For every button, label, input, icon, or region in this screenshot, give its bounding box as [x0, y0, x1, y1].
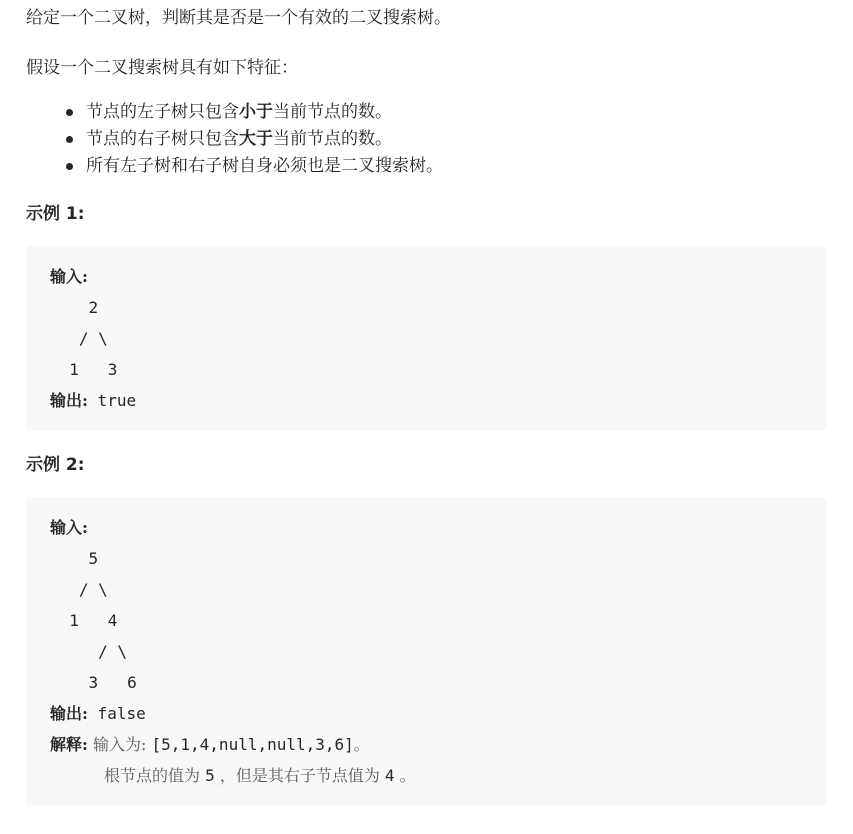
- example-1-heading: 示例 1:: [26, 204, 85, 224]
- tree-line: / \: [50, 580, 108, 599]
- output-label: 输出:: [50, 391, 88, 410]
- output-line: [50, 698, 146, 729]
- tree-line: 2: [50, 298, 99, 317]
- bullet-dot-icon: [66, 163, 73, 170]
- rule-text: 当前节点的数。: [273, 102, 392, 122]
- explanation-text: ，但是其右子节点值为: [214, 766, 385, 785]
- tree-line: 5: [50, 549, 99, 568]
- tree-line: / \: [50, 642, 128, 661]
- explanation-value: 5: [205, 766, 215, 785]
- input-line: [50, 512, 88, 543]
- input-label: 输入:: [50, 267, 88, 286]
- explanation-value: 4: [384, 766, 395, 785]
- input-line: [50, 261, 88, 292]
- explanation-line: [104, 760, 416, 791]
- output-label: 输出:: [50, 704, 88, 723]
- explanation-label: 解释:: [50, 735, 88, 754]
- rule-emphasis: 小于: [239, 102, 273, 122]
- rule-emphasis: 大于: [239, 129, 273, 149]
- rule-text: 所有左子树和右子树自身必须也是二叉搜索树。: [86, 156, 443, 176]
- example-2-heading: 示例 2:: [26, 455, 85, 475]
- explanation-line: [50, 729, 370, 760]
- explanation-array: [5,1,4,null,null,3,6]: [151, 735, 354, 754]
- example-1-code-block: [26, 246, 827, 431]
- input-label: 输入:: [50, 518, 88, 537]
- explanation-punct: 。: [353, 735, 370, 754]
- tree-line: 1 3: [50, 360, 118, 379]
- rule-text: 当前节点的数。: [273, 129, 392, 149]
- explanation-text: 根节点的值为: [104, 766, 206, 785]
- list-item: [26, 126, 443, 153]
- bst-assumption: 假设一个二叉搜索树具有如下特征：: [26, 58, 298, 78]
- output-value: false: [87, 704, 146, 723]
- tree-line: 3 6: [50, 673, 137, 692]
- tree-line: 1 4: [50, 611, 118, 630]
- explanation-punct: 。: [394, 766, 416, 785]
- bst-rules-list: [26, 99, 443, 180]
- output-value: true: [87, 391, 137, 410]
- example-2-code-block: [26, 497, 827, 806]
- rule-text: 节点的左子树只包含: [86, 102, 239, 122]
- output-line: [50, 385, 136, 416]
- rule-text: 节点的右子树只包含: [86, 129, 239, 149]
- list-item: [26, 153, 443, 180]
- problem-statement: 给定一个二叉树，判断其是否是一个有效的二叉搜索树。: [26, 8, 451, 28]
- bullet-dot-icon: [66, 136, 73, 143]
- bullet-dot-icon: [66, 109, 73, 116]
- list-item: [26, 99, 443, 126]
- explanation-text: 输入为:: [87, 735, 152, 754]
- tree-line: / \: [50, 329, 108, 348]
